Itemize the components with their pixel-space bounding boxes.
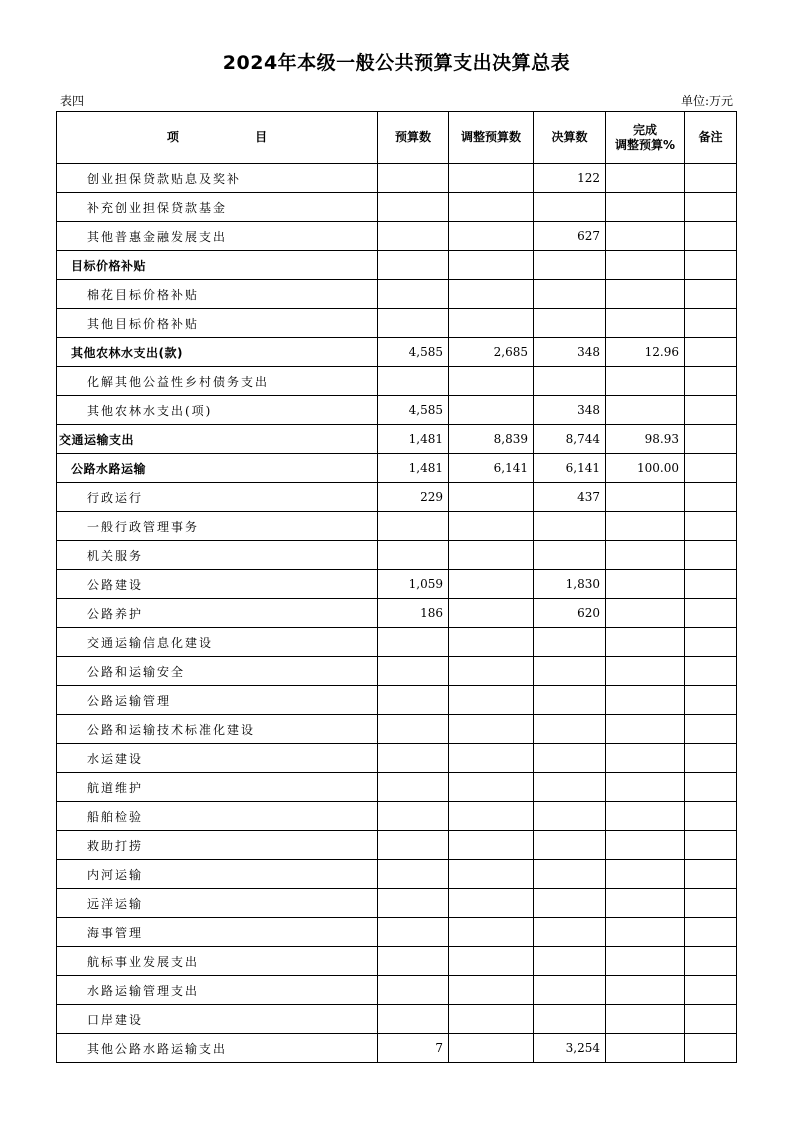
cell-budget: 186 xyxy=(378,599,449,628)
table-row xyxy=(57,744,737,773)
cell-note xyxy=(685,251,737,280)
cell-note xyxy=(685,483,737,512)
cell-completion xyxy=(606,1005,685,1034)
table-row xyxy=(57,512,737,541)
cell-budget xyxy=(378,512,449,541)
cell-note xyxy=(685,164,737,193)
table-row xyxy=(57,1005,737,1034)
cell-note xyxy=(685,686,737,715)
table-row xyxy=(57,251,737,280)
cell-name: 交通运输支出 xyxy=(57,425,378,454)
cell-budget xyxy=(378,947,449,976)
cell-note xyxy=(685,918,737,947)
cell-completion xyxy=(606,860,685,889)
cell-adjusted xyxy=(449,193,534,222)
cell-final: 6,141 xyxy=(534,454,606,483)
cell-note xyxy=(685,425,737,454)
cell-adjusted: 8,839 xyxy=(449,425,534,454)
cell-budget xyxy=(378,657,449,686)
cell-note xyxy=(685,193,737,222)
cell-name: 海事管理 xyxy=(57,918,378,947)
cell-final xyxy=(534,1005,606,1034)
cell-completion xyxy=(606,831,685,860)
cell-name: 补充创业担保贷款基金 xyxy=(57,193,378,222)
cell-budget xyxy=(378,802,449,831)
cell-adjusted xyxy=(449,889,534,918)
cell-budget xyxy=(378,367,449,396)
cell-note xyxy=(685,744,737,773)
cell-completion xyxy=(606,918,685,947)
cell-final xyxy=(534,628,606,657)
cell-final: 348 xyxy=(534,396,606,425)
cell-budget: 1,059 xyxy=(378,570,449,599)
cell-final xyxy=(534,251,606,280)
cell-name: 其他农林水支出(款) xyxy=(57,338,378,367)
table-row xyxy=(57,860,737,889)
table-row xyxy=(57,686,737,715)
table-row xyxy=(57,1034,737,1063)
header-adjusted: 调整预算数 xyxy=(449,112,534,164)
cell-name: 其他普惠金融发展支出 xyxy=(57,222,378,251)
cell-budget: 1,481 xyxy=(378,425,449,454)
cell-completion xyxy=(606,396,685,425)
budget-table xyxy=(56,111,737,1063)
cell-adjusted xyxy=(449,164,534,193)
cell-note xyxy=(685,831,737,860)
cell-budget: 7 xyxy=(378,1034,449,1063)
header-note: 备注 xyxy=(685,112,737,164)
cell-name: 远洋运输 xyxy=(57,889,378,918)
cell-completion xyxy=(606,976,685,1005)
header-completion-line2: 调整预算% xyxy=(614,137,676,152)
cell-completion xyxy=(606,715,685,744)
cell-budget xyxy=(378,222,449,251)
cell-adjusted xyxy=(449,570,534,599)
cell-completion xyxy=(606,802,685,831)
header-budget: 预算数 xyxy=(378,112,449,164)
cell-budget: 4,585 xyxy=(378,338,449,367)
cell-note xyxy=(685,396,737,425)
header-completion-line1: 完成 xyxy=(632,122,657,137)
cell-final: 437 xyxy=(534,483,606,512)
cell-final: 348 xyxy=(534,338,606,367)
cell-note xyxy=(685,715,737,744)
cell-budget xyxy=(378,628,449,657)
cell-adjusted xyxy=(449,686,534,715)
cell-completion: 98.93 xyxy=(606,425,685,454)
cell-completion xyxy=(606,657,685,686)
table-row xyxy=(57,715,737,744)
cell-budget xyxy=(378,715,449,744)
cell-name: 公路和运输技术标准化建设 xyxy=(57,715,378,744)
table-row xyxy=(57,483,737,512)
cell-final xyxy=(534,309,606,338)
cell-budget xyxy=(378,1005,449,1034)
cell-note xyxy=(685,280,737,309)
table-row xyxy=(57,193,737,222)
cell-name: 公路建设 xyxy=(57,570,378,599)
cell-name: 棉花目标价格补贴 xyxy=(57,280,378,309)
cell-budget xyxy=(378,860,449,889)
cell-name: 水运建设 xyxy=(57,744,378,773)
cell-final xyxy=(534,512,606,541)
cell-budget xyxy=(378,773,449,802)
cell-name: 其他公路水路运输支出 xyxy=(57,1034,378,1063)
cell-completion xyxy=(606,367,685,396)
table-row xyxy=(57,454,737,483)
cell-note xyxy=(685,1034,737,1063)
cell-note xyxy=(685,541,737,570)
cell-completion xyxy=(606,280,685,309)
cell-name: 船舶检验 xyxy=(57,802,378,831)
table-row xyxy=(57,367,737,396)
cell-name: 机关服务 xyxy=(57,541,378,570)
cell-budget: 1,481 xyxy=(378,454,449,483)
cell-completion xyxy=(606,164,685,193)
table-body xyxy=(57,164,737,1063)
table-row xyxy=(57,657,737,686)
cell-completion: 12.96 xyxy=(606,338,685,367)
cell-completion xyxy=(606,947,685,976)
table-row xyxy=(57,831,737,860)
table-header-row xyxy=(57,112,737,164)
cell-budget xyxy=(378,686,449,715)
cell-note xyxy=(685,222,737,251)
cell-budget xyxy=(378,280,449,309)
cell-adjusted xyxy=(449,802,534,831)
header-final: 决算数 xyxy=(534,112,606,164)
cell-budget xyxy=(378,831,449,860)
cell-completion xyxy=(606,309,685,338)
cell-name: 内河运输 xyxy=(57,860,378,889)
cell-adjusted: 2,685 xyxy=(449,338,534,367)
table-row xyxy=(57,889,737,918)
cell-budget xyxy=(378,541,449,570)
cell-final xyxy=(534,657,606,686)
cell-adjusted xyxy=(449,657,534,686)
cell-completion xyxy=(606,889,685,918)
header-completion xyxy=(606,112,685,164)
cell-final xyxy=(534,773,606,802)
cell-note xyxy=(685,454,737,483)
cell-completion xyxy=(606,541,685,570)
cell-note xyxy=(685,657,737,686)
cell-completion xyxy=(606,773,685,802)
cell-note xyxy=(685,570,737,599)
cell-completion xyxy=(606,744,685,773)
table-row xyxy=(57,918,737,947)
cell-budget xyxy=(378,744,449,773)
cell-adjusted xyxy=(449,251,534,280)
cell-note xyxy=(685,628,737,657)
cell-adjusted xyxy=(449,222,534,251)
cell-name: 化解其他公益性乡村债务支出 xyxy=(57,367,378,396)
cell-final: 3,254 xyxy=(534,1034,606,1063)
cell-name: 交通运输信息化建设 xyxy=(57,628,378,657)
cell-completion xyxy=(606,1034,685,1063)
cell-final xyxy=(534,889,606,918)
cell-name: 救助打捞 xyxy=(57,831,378,860)
cell-budget xyxy=(378,918,449,947)
cell-note xyxy=(685,976,737,1005)
cell-final: 8,744 xyxy=(534,425,606,454)
cell-final xyxy=(534,193,606,222)
cell-completion xyxy=(606,193,685,222)
cell-final xyxy=(534,802,606,831)
cell-name: 公路和运输安全 xyxy=(57,657,378,686)
cell-adjusted xyxy=(449,628,534,657)
cell-name: 其他农林水支出(项) xyxy=(57,396,378,425)
cell-adjusted xyxy=(449,1005,534,1034)
cell-completion xyxy=(606,483,685,512)
table-row xyxy=(57,802,737,831)
table-row xyxy=(57,570,737,599)
cell-note xyxy=(685,1005,737,1034)
cell-completion xyxy=(606,251,685,280)
cell-final xyxy=(534,860,606,889)
cell-note xyxy=(685,599,737,628)
cell-name: 目标价格补贴 xyxy=(57,251,378,280)
cell-final xyxy=(534,686,606,715)
unit-label: 单位:万元 xyxy=(680,94,733,108)
table-row xyxy=(57,628,737,657)
header-item: 项 目 xyxy=(57,112,378,164)
cell-name: 航道维护 xyxy=(57,773,378,802)
cell-final: 627 xyxy=(534,222,606,251)
cell-final xyxy=(534,918,606,947)
cell-completion xyxy=(606,628,685,657)
cell-final xyxy=(534,831,606,860)
cell-note xyxy=(685,860,737,889)
cell-adjusted xyxy=(449,309,534,338)
cell-name: 公路水路运输 xyxy=(57,454,378,483)
cell-adjusted: 6,141 xyxy=(449,454,534,483)
cell-note xyxy=(685,309,737,338)
cell-note xyxy=(685,773,737,802)
cell-adjusted xyxy=(449,396,534,425)
cell-note xyxy=(685,889,737,918)
cell-adjusted xyxy=(449,773,534,802)
cell-final: 122 xyxy=(534,164,606,193)
table-row xyxy=(57,599,737,628)
cell-adjusted xyxy=(449,831,534,860)
cell-final xyxy=(534,280,606,309)
cell-completion xyxy=(606,599,685,628)
cell-adjusted xyxy=(449,541,534,570)
cell-completion xyxy=(606,512,685,541)
cell-final xyxy=(534,367,606,396)
cell-name: 一般行政管理事务 xyxy=(57,512,378,541)
cell-completion xyxy=(606,222,685,251)
cell-budget: 229 xyxy=(378,483,449,512)
cell-adjusted xyxy=(449,483,534,512)
table-label: 表四 xyxy=(60,94,85,108)
cell-note xyxy=(685,512,737,541)
cell-adjusted xyxy=(449,947,534,976)
cell-name: 公路养护 xyxy=(57,599,378,628)
cell-budget xyxy=(378,251,449,280)
cell-adjusted xyxy=(449,367,534,396)
table-row xyxy=(57,222,737,251)
table-row xyxy=(57,280,737,309)
cell-name: 其他目标价格补贴 xyxy=(57,309,378,338)
cell-budget xyxy=(378,164,449,193)
cell-final: 1,830 xyxy=(534,570,606,599)
cell-budget xyxy=(378,889,449,918)
cell-final xyxy=(534,541,606,570)
table-row xyxy=(57,338,737,367)
cell-name: 口岸建设 xyxy=(57,1005,378,1034)
cell-adjusted xyxy=(449,976,534,1005)
cell-adjusted xyxy=(449,599,534,628)
table-row xyxy=(57,396,737,425)
page-title: 2024年本级一般公共预算支出决算总表 xyxy=(222,52,571,74)
cell-name: 行政运行 xyxy=(57,483,378,512)
cell-note xyxy=(685,367,737,396)
table-row xyxy=(57,773,737,802)
cell-name: 公路运输管理 xyxy=(57,686,378,715)
cell-note xyxy=(685,802,737,831)
cell-budget xyxy=(378,193,449,222)
cell-completion xyxy=(606,570,685,599)
cell-note xyxy=(685,947,737,976)
cell-name: 航标事业发展支出 xyxy=(57,947,378,976)
cell-completion: 100.00 xyxy=(606,454,685,483)
cell-name: 水路运输管理支出 xyxy=(57,976,378,1005)
table-row xyxy=(57,164,737,193)
cell-budget xyxy=(378,309,449,338)
cell-final xyxy=(534,947,606,976)
table-row xyxy=(57,976,737,1005)
table-row xyxy=(57,947,737,976)
cell-final xyxy=(534,976,606,1005)
cell-adjusted xyxy=(449,860,534,889)
cell-final xyxy=(534,744,606,773)
cell-adjusted xyxy=(449,744,534,773)
cell-adjusted xyxy=(449,918,534,947)
table-row xyxy=(57,541,737,570)
cell-final: 620 xyxy=(534,599,606,628)
cell-note xyxy=(685,338,737,367)
cell-adjusted xyxy=(449,280,534,309)
cell-final xyxy=(534,715,606,744)
cell-budget xyxy=(378,976,449,1005)
table-row xyxy=(57,425,737,454)
cell-budget: 4,585 xyxy=(378,396,449,425)
cell-name: 创业担保贷款贴息及奖补 xyxy=(57,164,378,193)
cell-adjusted xyxy=(449,715,534,744)
cell-completion xyxy=(606,686,685,715)
table-row xyxy=(57,309,737,338)
cell-adjusted xyxy=(449,512,534,541)
cell-adjusted xyxy=(449,1034,534,1063)
